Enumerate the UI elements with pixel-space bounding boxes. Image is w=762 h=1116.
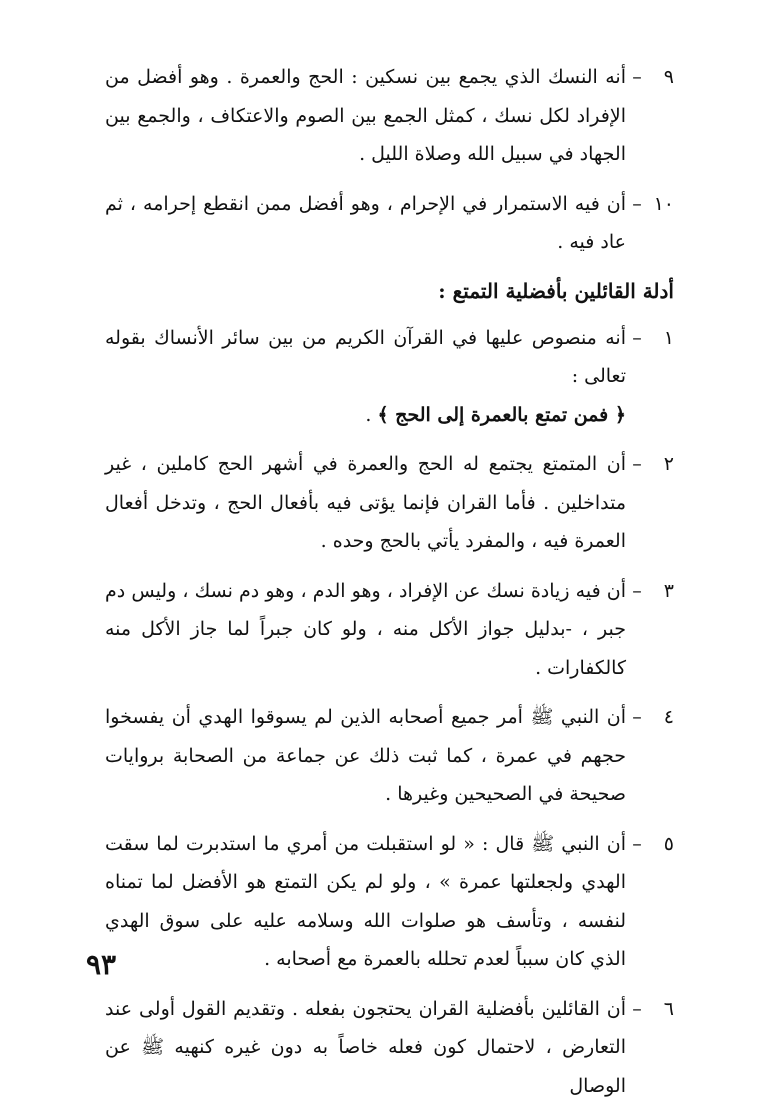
list-item <box>105 698 674 814</box>
page-number: ٩٣ <box>86 948 117 981</box>
item-text-container <box>105 319 626 435</box>
item-number: ٥ <box>663 832 674 855</box>
list-item <box>105 990 674 1106</box>
item-text: أنه النسك الذي يجمع بين نسكين : الحج والعمرة . وهو أفضل من الإفراد لكل نسك ، كمثل الجمع بين الصوم والاعتكاف ، والجمع بين الجهاد في سبيل الله وصلاة الليل . <box>105 66 626 165</box>
item-dash: – <box>632 66 642 88</box>
item-text: أن المتمتع يجتمع له الحج والعمرة في أشهر الحج كاملين ، غير متداخلين . فأما القران فإنما يؤتى فيه بأفعال الحج ، وتدخل أفعال العمرة فيه ، والمفرد يأتي بالحج وحده . <box>105 453 626 552</box>
item-number: ٢ <box>663 453 674 475</box>
item-dash: – <box>632 453 642 475</box>
item-number: ٤ <box>663 706 674 728</box>
item-dash: – <box>632 326 642 349</box>
verse-end-punctuation: . <box>365 403 378 426</box>
list-item <box>105 825 674 979</box>
item-text: أن القائلين بأفضلية القران يحتجون بفعله . وتقديم القول أولى عند التعارض ، لاحتمال كون فعله خاصاً به دون غيره كنهيه ﷺ عن الوصال <box>105 997 626 1097</box>
item-text: أنه منصوص عليها في القرآن الكريم من بين سائر الأنساك بقوله تعالى : <box>105 326 626 387</box>
item-text: أن النبي ﷺ أمر جميع أصحابه الذين لم يسوقوا الهدي أن يفسخوا حجهم في عمرة ، كما ثبت ذلك عن جماعة من الصحابة بروايات صحيحة في الصحيحين وغيرها . <box>105 706 626 805</box>
quran-verse: ﴿ فمن تمتع بالعمرة إلى الحج ﴾ <box>377 403 626 426</box>
item-dash: – <box>632 579 642 602</box>
page-body <box>105 58 674 1116</box>
item-text: أن فيه زيادة نسك عن الإفراد ، وهو الدم ، وهو دم نسك ، وليس دم جبر ، -بدليل جواز الأكل منه ، ولو كان جبراً لما جاز الأكل منه كالكفارات . <box>105 579 626 679</box>
item-text: أن النبي ﷺ قال : « لو استقبلت من أمري ما استدبرت لما سقت الهدي ولجعلتها عمرة » ، ولو لم يكن التمتع هو الأفضل لما تمناه لنفسه ، وتأسف هو صلوات الله وسلامه عليه على سوق الهدي الذي كان سبباً لعدم تحلله بالعمرة مع أصحابه . <box>105 832 626 970</box>
list-item <box>105 572 674 688</box>
item-dash: – <box>632 192 642 215</box>
list-item <box>105 445 674 561</box>
item-number: ١٠ <box>653 192 674 215</box>
item-number: ١ <box>663 326 674 349</box>
list-item <box>105 319 674 435</box>
list-item <box>105 185 674 262</box>
item-number: ٦ <box>663 997 674 1020</box>
item-number: ٩ <box>663 66 674 88</box>
item-dash: – <box>632 706 642 728</box>
item-number: ٣ <box>663 579 674 602</box>
item-dash: – <box>632 997 642 1020</box>
list-item <box>105 58 674 174</box>
item-text: أن فيه الاستمرار في الإحرام ، وهو أفضل ممن انقطع إحرامه ، ثم عاد فيه . <box>105 192 626 253</box>
section-heading: أدلة القائلين بأفضلية التمتع : <box>438 278 674 303</box>
item-dash: – <box>632 832 642 855</box>
